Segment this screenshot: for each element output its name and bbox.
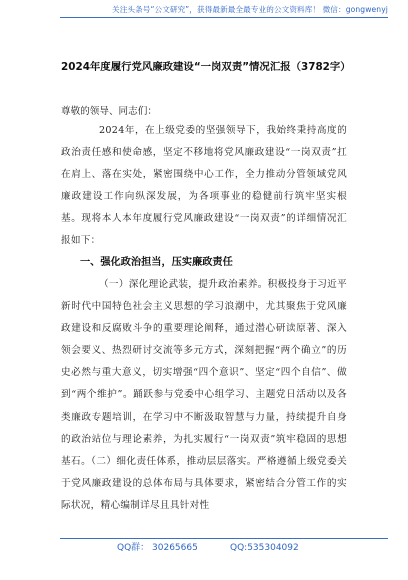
footer-qq-contact: QQ:535304092: [230, 543, 299, 553]
page-footer: [60, 538, 388, 553]
salutation: 尊敬的领导、同志们：: [61, 106, 157, 117]
footer-qq-group: QQ群： 30265665: [117, 543, 198, 553]
header-promo-text: 关注头条号“公文研究”，获得最新最全最专业的公文资料库！ 微信：gongwenyj: [112, 5, 388, 14]
intro-paragraph: 2024年，在上级党委的坚强领导下，我始终秉持高度的政治责任感和使命感，坚定不移地将党风廉政建设“一岗双责”扛在肩上、落在实处，紧密围绕中心工作，全力推动分管领域党风廉政建设工作向纵深发展，为各项事业的稳健前行筑牢坚实根基。现将本人本年度履行党风廉政建设“一岗双责”的详细情况汇报如下：: [61, 125, 347, 247]
section-1-paragraph: （一）深化理论武装，提升政治素养。积极投身于习近平新时代中国特色社会主义思想的学习浪潮中，尤其聚焦于党风廉政建设和反腐败斗争的重要理论阐释，通过潜心研读原著、深入领会要义、热烈研讨交流等多元方式，深刻把握“两个确立”的历史必然与重大意义，切实增强“四个意识”、坚定“四个自信”、做到“两个维护”。踊跃参与党委中心组学习、主题党日活动以及各类廉政专题培训，在学习中不断汲取智慧与力量，持续提升自身的政治站位与理论素养，为扎实履行“一岗双责”筑牢稳固的思想基石。（二）细化责任体系，推动层层落实。严格遵循上级党委关于党风廉政建设的总体布局与具体要求，紧密结合分管工作的实际状况，精心编制详尽且具针对性: [61, 279, 347, 511]
document-title: 2024年度履行党风廉政建设“一岗双责”情况汇报（3782字）: [61, 61, 351, 73]
page-header: [60, 4, 388, 18]
section-heading-1: 一、强化政治担当，压实廉政责任: [80, 257, 233, 268]
